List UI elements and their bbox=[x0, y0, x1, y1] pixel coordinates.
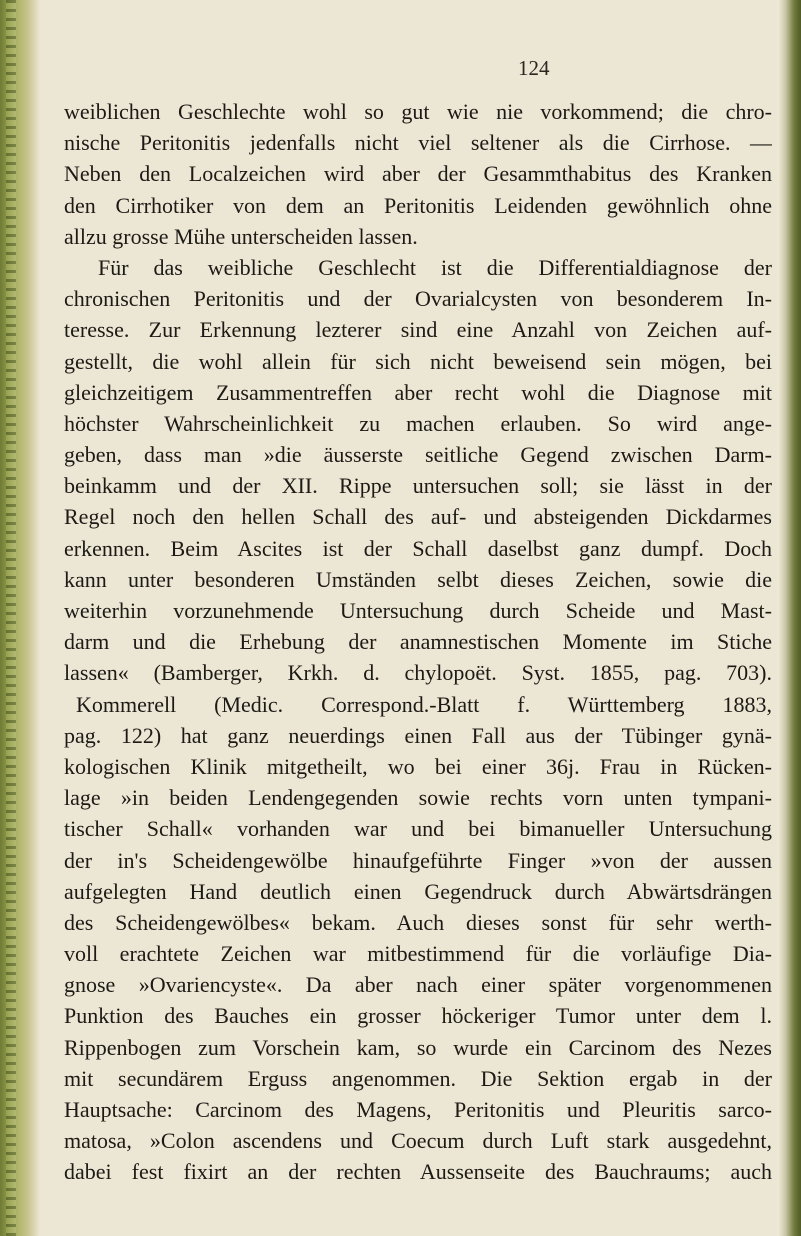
text-line: voll erachtete Zeichen war mitbestimmend für die vorläufige Dia- bbox=[64, 941, 772, 967]
text-line: teresse. Zur Erkennung lezterer sind eine Anzahl von Zeichen auf- bbox=[64, 317, 772, 343]
text-line: weiterhin vorzunehmende Untersuchung durch Scheide und Mast- bbox=[64, 598, 772, 623]
text-line: Rippenbogen zum Vorschein kam, so wurde ein Carcinom des Nezes bbox=[64, 1034, 772, 1060]
text-line: nische Peritonitis jedenfalls nicht viel seltener als die Cirrhose. — bbox=[64, 130, 772, 156]
text-line: mit secundärem Erguss angenommen. Die Sektion ergab in der bbox=[64, 1065, 772, 1091]
text-line: gleichzeitigem Zusammentreffen aber recht wohl die Diagnose mit bbox=[64, 379, 772, 405]
text-line: chronischen Peritonitis und der Ovarialcysten von besonderem In- bbox=[64, 286, 772, 312]
text-line: Punktion des Bauches ein grosser höckeriger Tumor unter dem l. bbox=[64, 1003, 772, 1029]
text-line: erkennen. Beim Ascites ist der Schall daselbst ganz dumpf. Doch bbox=[64, 535, 772, 561]
text-line: gnose »Ovariencyste«. Da aber nach einer später vorgenommenen bbox=[64, 972, 772, 998]
page-edge-shadow bbox=[779, 0, 801, 1236]
text-line: kologischen Klinik mitgetheilt, wo bei einer 36j. Frau in Rücken- bbox=[64, 753, 772, 779]
text-line: dabei fest fixirt an der rechten Aussenseite des Bauchraums; auch bbox=[64, 1159, 772, 1185]
text-line: des Scheidengewölbes« bekam. Auch dieses sonst für sehr werth- bbox=[64, 909, 772, 935]
book-page bbox=[40, 0, 779, 1236]
text-line: darm und die Erhebung der anamnestischen Momente im Stiche bbox=[64, 629, 772, 655]
body-text bbox=[64, 96, 772, 1188]
text-line: höchster Wahrscheinlichkeit zu machen erlauben. So wird ange- bbox=[64, 410, 772, 436]
text-line: Für das weibliche Geschlecht ist die Differentialdiagnose der bbox=[98, 254, 772, 280]
text-line: beinkamm und der XII. Rippe untersuchen soll; sie lässt in der bbox=[64, 473, 772, 499]
text-line: Kommerell (Medic. Correspond.-Blatt f. Württemberg 1883, bbox=[76, 691, 772, 717]
page-number: 124 bbox=[518, 56, 550, 80]
text-line: lage »in beiden Lendengegenden sowie rechts vorn unten tympani- bbox=[64, 785, 772, 811]
book-spine-shadow bbox=[0, 0, 40, 1236]
text-line: weiblichen Geschlechte wohl so gut wie nie vorkommend; die chro- bbox=[64, 99, 772, 124]
text-line: matosa, »Colon ascendens und Coecum durch Luft stark ausgedehnt, bbox=[64, 1128, 772, 1154]
text-line: kann unter besonderen Umständen selbt dieses Zeichen, sowie die bbox=[64, 566, 772, 592]
text-line: der in's Scheidengewölbe hinaufgeführte Finger »von der aussen bbox=[64, 847, 772, 873]
text-line: allzu grosse Mühe unterscheiden lassen. bbox=[64, 223, 418, 249]
text-line: lassen« (Bamberger, Krkh. d. chylopoët. Syst. 1855, pag. 703). bbox=[64, 660, 772, 686]
text-line: pag. 122) hat ganz neuerdings einen Fall aus der Tübinger gynä- bbox=[64, 722, 772, 748]
text-line: gestellt, die wohl allein für sich nicht beweisend sein mögen, bei bbox=[64, 348, 772, 374]
text-line: den Cirrhotiker von dem an Peritonitis Leidenden gewöhnlich ohne bbox=[64, 192, 772, 218]
text-line: Hauptsache: Carcinom des Magens, Peritonitis und Pleuritis sarco- bbox=[64, 1097, 772, 1122]
text-line: aufgelegten Hand deutlich einen Gegendruck durch Abwärtsdrängen bbox=[64, 878, 772, 904]
text-line: Neben den Localzeichen wird aber der Gesammthabitus des Kranken bbox=[64, 161, 772, 187]
text-line: Regel noch den hellen Schall des auf- und absteigenden Dickdarmes bbox=[64, 504, 772, 530]
text-line: geben, dass man »die äusserste seitliche Gegend zwischen Darm- bbox=[64, 442, 772, 468]
text-line: tischer Schall« vorhanden war und bei bimanueller Untersuchung bbox=[64, 816, 772, 842]
